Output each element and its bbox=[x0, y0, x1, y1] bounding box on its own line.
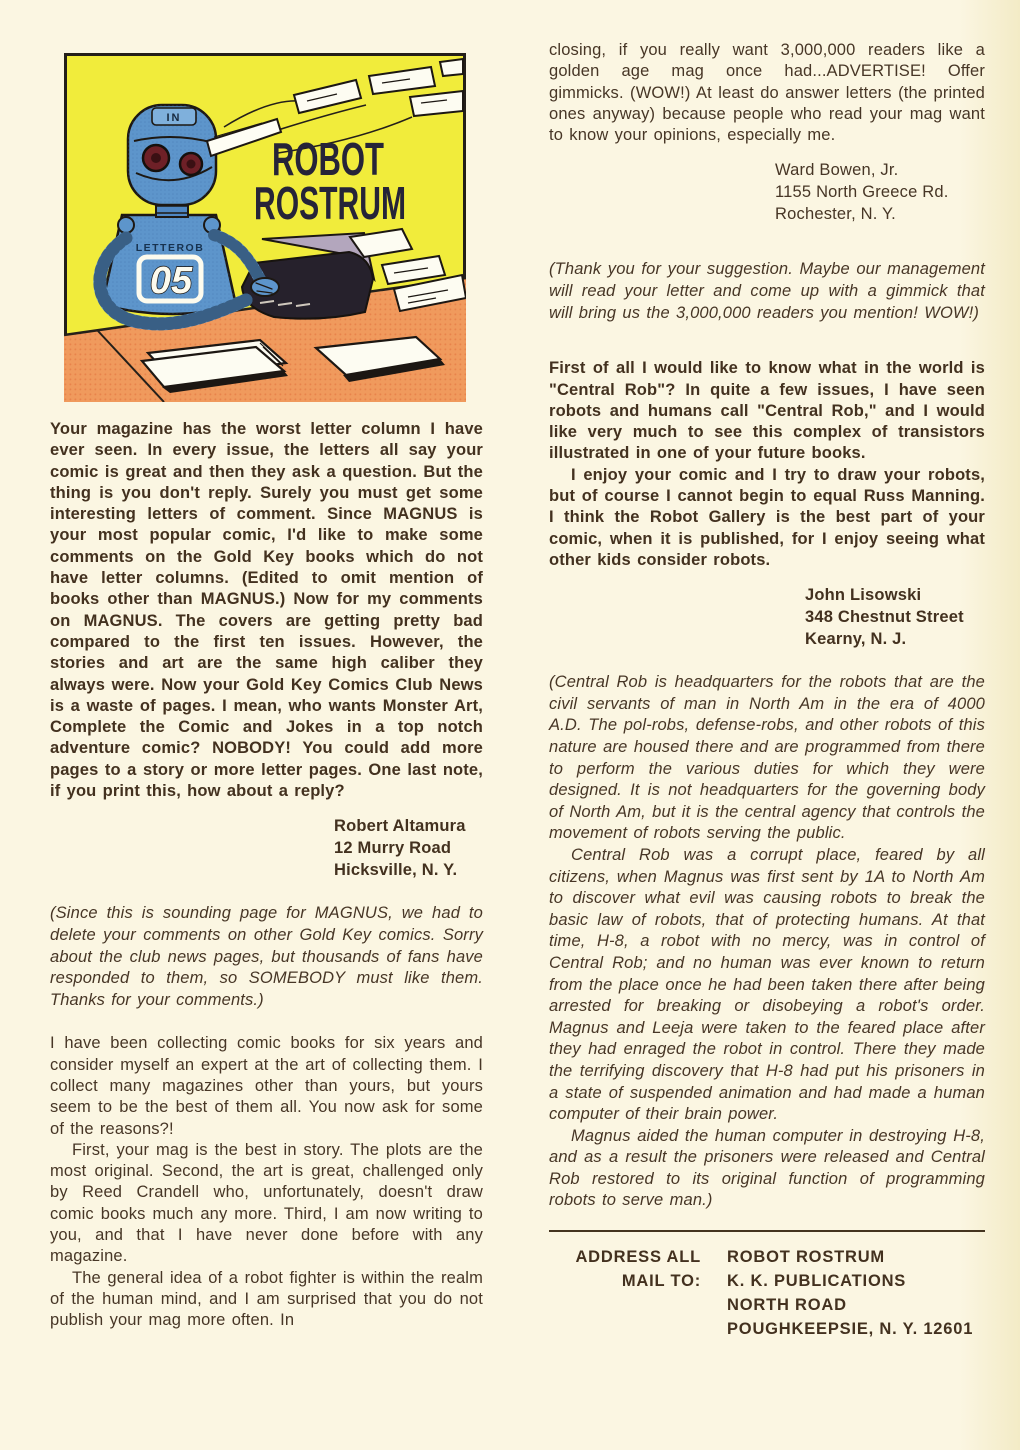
mail-to-label bbox=[549, 1245, 701, 1341]
signature-name: Ward Bowen, Jr. bbox=[775, 161, 899, 180]
robot-chest-badge: 05 bbox=[149, 260, 193, 302]
signature-street: 12 Murry Road bbox=[334, 839, 452, 858]
letter-3-paragraph-2: I enjoy your comic and I try to draw your robots, but of course I cannot begin to equal Russ Manning. I think the Robot Gallery is the best part of your comic, when it is published, for I enjoy seeing what other kids consider robots. bbox=[549, 465, 985, 569]
letter-3-signature bbox=[549, 584, 985, 650]
left-column bbox=[50, 53, 483, 1331]
letter-1-signature bbox=[50, 815, 483, 881]
illustration-svg bbox=[64, 53, 466, 402]
mail-address bbox=[727, 1245, 985, 1341]
panel-title-line2: ROSTRUM bbox=[254, 177, 406, 229]
editor-reply-3-paragraph-3: Magnus aided the human computer in destroying H-8, and as a result the prisoners were released and Central Rob restored to its original function of programming robots to serve man.) bbox=[549, 1126, 985, 1210]
mail-address-line: K. K. PUBLICATIONS bbox=[727, 1272, 907, 1291]
signature-city: Kearny, N. J. bbox=[805, 630, 907, 649]
signature-name: Robert Altamura bbox=[334, 817, 466, 836]
mail-to-label-line1: ADDRESS ALL bbox=[575, 1248, 701, 1267]
editor-reply-3-paragraph-2: Central Rob was a corrupt place, feared by all citizens, when Magnus was first sent by 1A to North Am to discover what evil was causing robots to break the basic law of robots, that of protecting humans. At that time, H-8, a robot with no mercy, was in control of Central Rob; and no human was ever known to return from the place once he had been taken there after being arrested for breaking or disobeying a robot's order. Magnus and Leeja were taken to the feared place after they had enraged the robot in control. There they made the terrifying discovery that H-8 had put his prisoners in a state of suspended animation and had made a human computer of their brain power. bbox=[549, 845, 985, 1124]
panel-title bbox=[254, 133, 406, 229]
editor-reply-3-paragraph-1: (Central Rob is headquarters for the robots that are the civil servants of man in North Am in the era of 4000 A.D. The pol-robs, defense-robs, and other robots of this nature are housed there and are programmed from there to perform the various duties for which they were designed. It is not headquarters for the governing body of North Am, but it is the central agency that controls the movement of robots serving the public. bbox=[549, 673, 985, 843]
signature-street: 1155 North Greece Rd. bbox=[775, 183, 949, 202]
letter-1-text: Your magazine has the worst letter column I have ever seen. In every issue, the letters all say your comic is great and then they ask a question. But the thing is you don't reply. Surely you must get some interesting letters of comment. Since MAGNUS is your most popular comic, I'd like to make some comments on the Gold Key books which do not have letter columns. (Edited to omit mention of books other than MAGNUS.) Now for my comments on MAGNUS. The covers are getting pretty bad compared to the first ten issues. However, the stories and art are the same high caliber they always were. Now your Gold Key Comics Club News is a waste of pages. I mean, who wants Monster Art, Complete the Comic and Jokes in a top notch adventure comic? NOBODY! You could add more pages to a story or more letter pages. One last note, if you print this, how about a reply? bbox=[50, 420, 483, 801]
mail-address-footer bbox=[549, 1230, 985, 1341]
letter-3-paragraph-1: First of all I would like to know what in the world is "Central Rob"? In quite a few issues, I have seen robots and humans call "Central Rob," and I would like very much to see this complex of transistors illustrated in one of your future books. bbox=[549, 359, 985, 463]
editor-reply-1: (Since this is sounding page for MAGNUS, we had to delete your comments on other Gold Key comics. Sorry about the club news pages, but thousands of fans have responded to them, so SOMEBODY must like them. Thanks for your comments.) bbox=[50, 904, 483, 1009]
robot-chest-label: LETTEROB bbox=[135, 242, 205, 254]
mail-to-label-line2: MAIL TO: bbox=[621, 1272, 701, 1291]
mail-address-line: NORTH ROAD bbox=[727, 1296, 847, 1315]
mail-address-line: ROBOT ROSTRUM bbox=[727, 1248, 885, 1267]
panel-title-line1: ROBOT bbox=[272, 133, 384, 185]
letter-2-paragraph-2: First, your mag is the best in story. The plots are the most original. Second, the art is great, challenged only by Reed Crandell who, unfortunately, doesn't draw comic books much any more. Third, I am now writing to you, and that I have never done before with any magazine. bbox=[50, 1140, 483, 1266]
letter-2-signature bbox=[549, 159, 985, 225]
robot-rostrum-illustration bbox=[64, 53, 466, 402]
signature-name: John Lisowski bbox=[805, 586, 922, 605]
signature-city: Rochester, N. Y. bbox=[775, 205, 896, 224]
robot-head-label: IN bbox=[166, 112, 182, 124]
mail-address-line: POUGHKEEPSIE, N. Y. 12601 bbox=[727, 1320, 974, 1339]
letter-2-continued: closing, if you really want 3,000,000 readers like a golden age mag once had...ADVERTISE! Offer gimmicks. (WOW!) At least do answer letters (the printed ones anyway) because people who read your mag want to know your opinions, especially me. bbox=[549, 41, 985, 145]
signature-street: 348 Chestnut Street bbox=[805, 608, 964, 627]
letter-2-paragraph-1: I have been collecting comic books for six years and consider myself an expert at the art of collecting them. I collect many magazines other than yours, but yours seem to be the best of them all. You now ask for some of the reasons?! bbox=[50, 1034, 483, 1138]
right-column bbox=[549, 40, 985, 1341]
signature-city: Hicksville, N. Y. bbox=[334, 861, 458, 880]
editor-reply-2: (Thank you for your suggestion. Maybe our management will read your letter and come up with a gimmick that will bring us the 3,000,000 readers you mention! WOW!) bbox=[549, 260, 985, 322]
letter-2-paragraph-3: The general idea of a robot fighter is within the realm of the human mind, and I am surprised that you do not publish your mag more often. In bbox=[50, 1268, 483, 1330]
